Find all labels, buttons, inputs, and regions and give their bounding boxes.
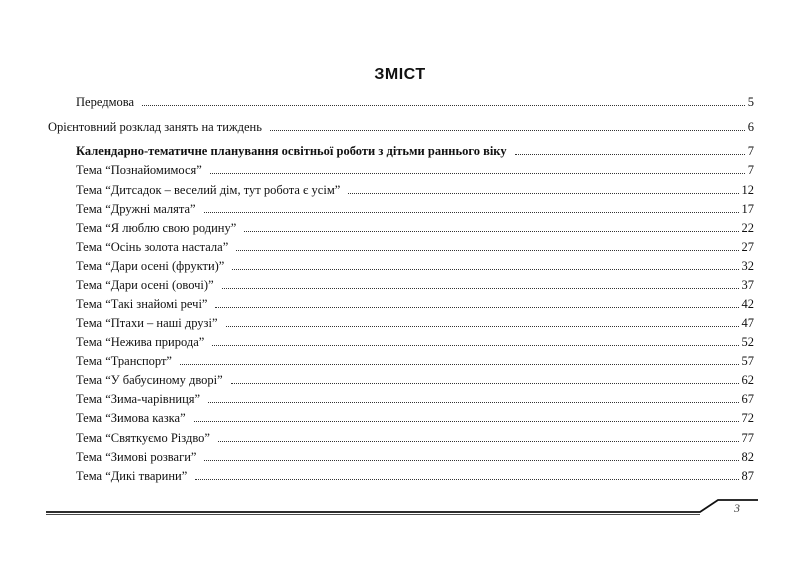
toc-entry-page: 47 [741, 316, 754, 330]
toc-entry-label: Тема “Дикі тварини” [76, 469, 188, 483]
toc-entry-page: 82 [741, 450, 754, 464]
toc-entry-label: Тема “Я люблю свою родину” [76, 221, 237, 235]
toc-entry-page: 77 [741, 431, 754, 445]
toc-entry-page: 6 [747, 120, 754, 134]
toc-entry-label: Тема “Зимові розваги” [76, 450, 197, 464]
toc-entry-label: Тема “Дружні малята” [76, 202, 196, 216]
toc-entry-label: Орієнтовний розклад занять на тиждень [48, 120, 262, 134]
toc-entry-page: 42 [741, 297, 754, 311]
toc-entry-page: 12 [741, 183, 754, 197]
toc-entry-label: Тема “Такі знайомі речі” [76, 297, 208, 311]
page-number: 3 [734, 501, 740, 515]
toc-entry-page: 72 [741, 411, 754, 425]
toc-entry-label: Тема “Дитсадок – веселий дім, тут робота є усім” [76, 183, 341, 197]
toc-entry-label: Тема “Дари осені (фрукти)” [76, 259, 225, 273]
toc-entry-page: 37 [741, 278, 754, 292]
toc-entry-label: Тема “Познайомимося” [76, 163, 202, 177]
toc-entry-page: 67 [741, 392, 754, 406]
toc-entry-label: Тема “Транспорт” [76, 354, 172, 368]
toc-entry-page: 5 [747, 95, 754, 109]
toc-entry-page: 27 [741, 240, 754, 254]
toc-entry-label: Тема “Нежива природа” [76, 335, 205, 349]
toc-entry-label: Тема “Святкуємо Різдво” [76, 431, 210, 445]
toc-entry-label: Тема “Осінь золота настала” [76, 240, 229, 254]
toc-entry-label: Тема “Зимова казка” [76, 411, 186, 425]
toc-entry-label: Тема “Птахи – наші друзі” [76, 316, 218, 330]
toc-entry-page: 17 [741, 202, 754, 216]
toc-entry-label: Тема “У бабусиному дворі” [76, 373, 223, 387]
toc-entry-label: Передмова [76, 95, 135, 109]
page-title: ЗМІСТ [374, 66, 426, 83]
toc-entry-page: 22 [741, 221, 754, 235]
toc-entry-label: Тема “Зима-чарівниця” [76, 392, 201, 406]
toc-entry-page: 7 [747, 144, 754, 158]
toc-entry-page: 32 [741, 259, 754, 273]
toc-entry-page: 62 [741, 373, 754, 387]
toc-entry-page: 57 [741, 354, 754, 368]
toc-entry-page: 7 [747, 163, 754, 177]
toc-entry-label: Тема “Дари осені (овочі)” [76, 278, 214, 292]
toc-entry-page: 87 [741, 469, 754, 483]
toc-entry-page: 52 [741, 335, 754, 349]
toc-entry-label: Календарно-тематичне планування освітньої роботи з дітьми раннього віку [76, 144, 507, 158]
